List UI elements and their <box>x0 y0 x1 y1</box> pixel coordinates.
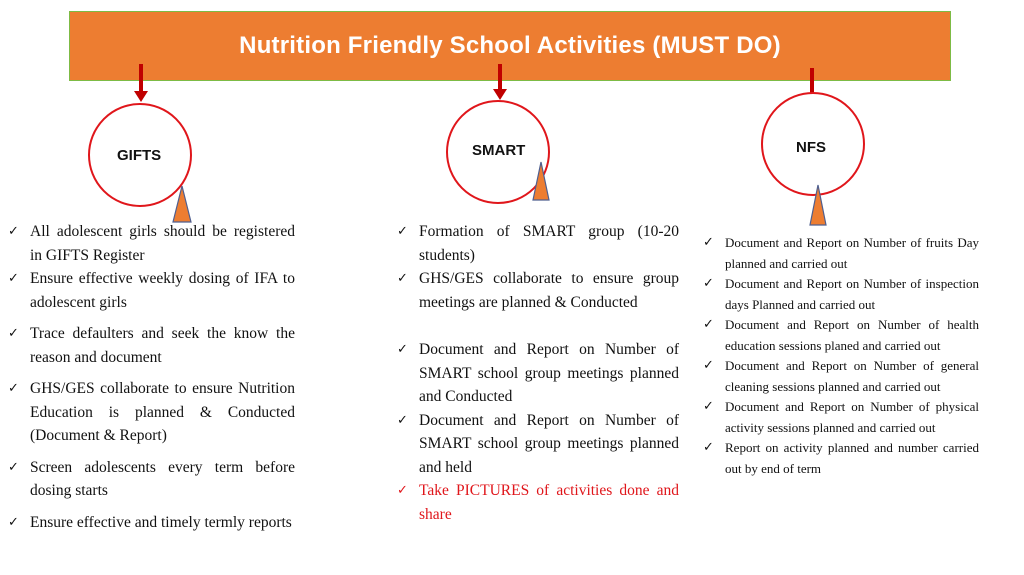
arrow-down-icon <box>496 64 504 100</box>
arrow-down-icon <box>137 64 145 102</box>
list-item: ✓ Formation of SMART group (10-20 students) <box>397 220 679 267</box>
check-mark-icon: ✓ <box>397 412 408 428</box>
check-mark-icon: ✓ <box>703 235 714 250</box>
list-item: ✓ Document and Report on Number of health education sessions planed and carried out <box>703 317 979 353</box>
check-mark-icon: ✓ <box>8 271 19 286</box>
check-mark-icon: ✓ <box>8 514 19 530</box>
check-mark-icon: ✓ <box>703 317 714 332</box>
check-mark-icon: ✓ <box>397 271 408 286</box>
page-title: Nutrition Friendly School Activities (MUST DO) <box>239 32 781 59</box>
list-item: ✓ Document and Report on Number of general cleaning sessions planned and carried out <box>703 358 979 394</box>
check-mark-icon: ✓ <box>8 326 19 341</box>
smart-list <box>397 220 679 526</box>
check-mark-icon: ✓ <box>703 399 714 414</box>
list-item: ✓ Report on activity planned and number carried out by end of term <box>703 440 979 476</box>
list-item: ✓ Ensure effective and timely termly reports <box>8 511 295 535</box>
check-mark-icon: ✓ <box>397 342 408 357</box>
list-item: ✓ Document and Report on Number of SMART school group meetings planned and held <box>397 409 679 480</box>
list-item: ✓ Document and Report on Number of fruits Day planned and carried out <box>703 235 979 271</box>
check-mark-icon: ✓ <box>8 381 19 396</box>
nfs-list <box>703 233 979 479</box>
list-item: ✓ Document and Report on Number of inspection days Planned and carried out <box>703 276 979 312</box>
check-mark-icon: ✓ <box>703 276 714 291</box>
check-mark-icon: ✓ <box>8 224 19 239</box>
list-item: ✓ GHS/GES collaborate to ensure Nutrition Education is planned & Conducted (Document & Report) <box>8 377 295 448</box>
list-item: ✓ Document and Report on Number of physical activity sessions planned and carried out <box>703 399 979 435</box>
list-item: ✓ Trace defaulters and seek the know the reason and document <box>8 322 295 369</box>
check-mark-icon: ✓ <box>8 459 19 475</box>
list-item: ✓ All adolescent girls should be registered in GIFTS Register <box>8 220 295 267</box>
list-item: ✓ Document and Report on Number of SMART school group meetings planned and Conducted <box>397 338 679 409</box>
gifts-label: GIFTS <box>117 147 162 164</box>
check-mark-icon: ✓ <box>703 358 714 373</box>
title-banner <box>69 11 951 81</box>
list-item: ✓ Take PICTURES of activities done and share <box>397 479 679 526</box>
triangle-pointer-icon <box>172 185 192 223</box>
triangle-pointer-icon <box>532 161 550 201</box>
list-item: ✓ Screen adolescents every term before dosing starts <box>8 456 295 503</box>
smart-label: SMART <box>472 142 526 159</box>
gifts-list <box>8 220 295 542</box>
check-mark-icon: ✓ <box>397 483 408 498</box>
list-item: ✓ GHS/GES collaborate to ensure group meetings are planned & Conducted <box>397 267 679 314</box>
list-item: ✓ Ensure effective weekly dosing of IFA to adolescent girls <box>8 267 295 314</box>
nfs-label: NFS <box>796 139 826 156</box>
check-mark-icon: ✓ <box>703 440 714 455</box>
check-mark-icon: ✓ <box>397 224 408 239</box>
triangle-pointer-icon <box>809 184 827 226</box>
